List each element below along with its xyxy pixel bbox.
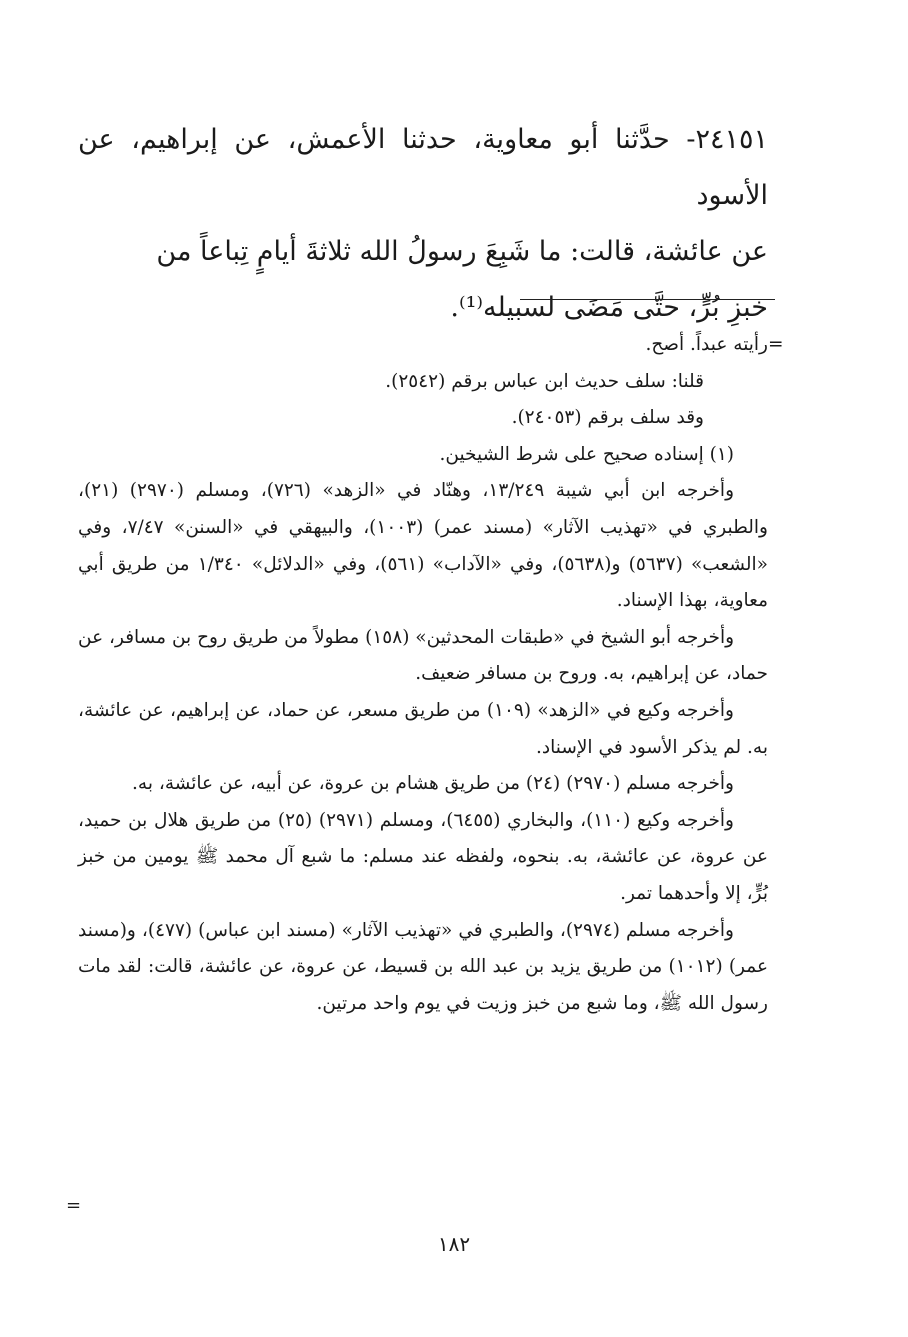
hadith-line: ٢٤١٥١- حدَّثنا أبو معاوية، حدثنا الأعمش، عن إبراهيم، عن الأسود	[78, 124, 768, 211]
note-paragraph: رأيته عبداً. أصح.	[645, 334, 768, 355]
note-paragraph: وقد سلف برقم (٢٤٠٥٣).	[511, 407, 704, 429]
note-paragraph: وأخرجه وكيع (١١٠)، والبخاري (٦٤٥٥)، ومسلم (٢٩٧١) (٢٥) من طريق هلال بن حميد، عن عروة، عن عائشة، به. بنحوه، ولفظه عند مسلم: ما شبع آل محمد ﷺ يومين من خبز بُرٍّ، إلا وأحدهما تمر.	[78, 809, 768, 904]
note-paragraph: وأخرجه مسلم (٢٩٧٠) (٢٤) من طريق هشام بن عروة، عن أبيه، عن عائشة، به.	[132, 773, 734, 795]
page-number: ١٨٢	[437, 1232, 471, 1256]
note-paragraph: وأخرجه مسلم (٢٩٧٤)، والطبري في «تهذيب الآثار» (مسند ابن عباس) (٤٧٧)، و(مسند عمر) (١٠١٢) من طريق يزيد بن عبد الله بن قسيط، عن عروة، عن عائشة، قالت: لقد مات رسول الله ﷺ، وما شبع من خبز وزيت في يوم واحد مرتين.	[78, 919, 768, 1014]
note-paragraph: وأخرجه ابن أبي شيبة ١٣/٢٤٩، وهنّاد في «الزهد» (٧٢٦)، ومسلم (٢٩٧٠) (٢١)، والطبري في «تهذيب الآثار» (مسند عمر) (١٠٠٣)، والبيهقي في «السنن» ٧/٤٧، وفي «الشعب» (٥٦٣٧) و(٥٦٣٨)، وفي «الآداب» (٥٦١)، وفي «الدلائل» ١/٣٤٠ من طريق أبي معاوية، بهذا الإسناد.	[78, 480, 768, 612]
footnote-1: (١) إسناده صحيح على شرط الشيخين.	[439, 443, 734, 465]
note-paragraph: وأخرجه وكيع في «الزهد» (١٠٩) من طريق مسعر، عن حماد، عن إبراهيم، عن عائشة، به. لم يذكر الأسود في الإسناد.	[78, 699, 768, 758]
continuation-mark-top: =	[768, 334, 784, 355]
note-paragraph: وأخرجه أبو الشيخ في «طبقات المحدثين» (١٥٨) مطولاً من طريق روح بن مسافر، عن حماد، عن إبراهيم، به. وروح بن مسافر ضعيف.	[78, 626, 768, 685]
footnotes	[78, 327, 768, 1022]
note-paragraph: قلنا: سلف حديث ابن عباس برقم (٢٥٤٢).	[385, 370, 704, 392]
footnote-divider	[520, 299, 775, 300]
continuation-mark-bottom: =	[66, 1195, 82, 1216]
hadith-line: عن عائشة، قالت: ما شَبِعَ رسولُ الله ثلاثةَ أيامٍ تِباعاً من	[156, 236, 768, 267]
hadith-line: خبزِ بُرٍّ، حتَّى مَضَى لسبيله⁽¹⁾.	[450, 292, 768, 323]
hadith-text	[78, 112, 768, 336]
